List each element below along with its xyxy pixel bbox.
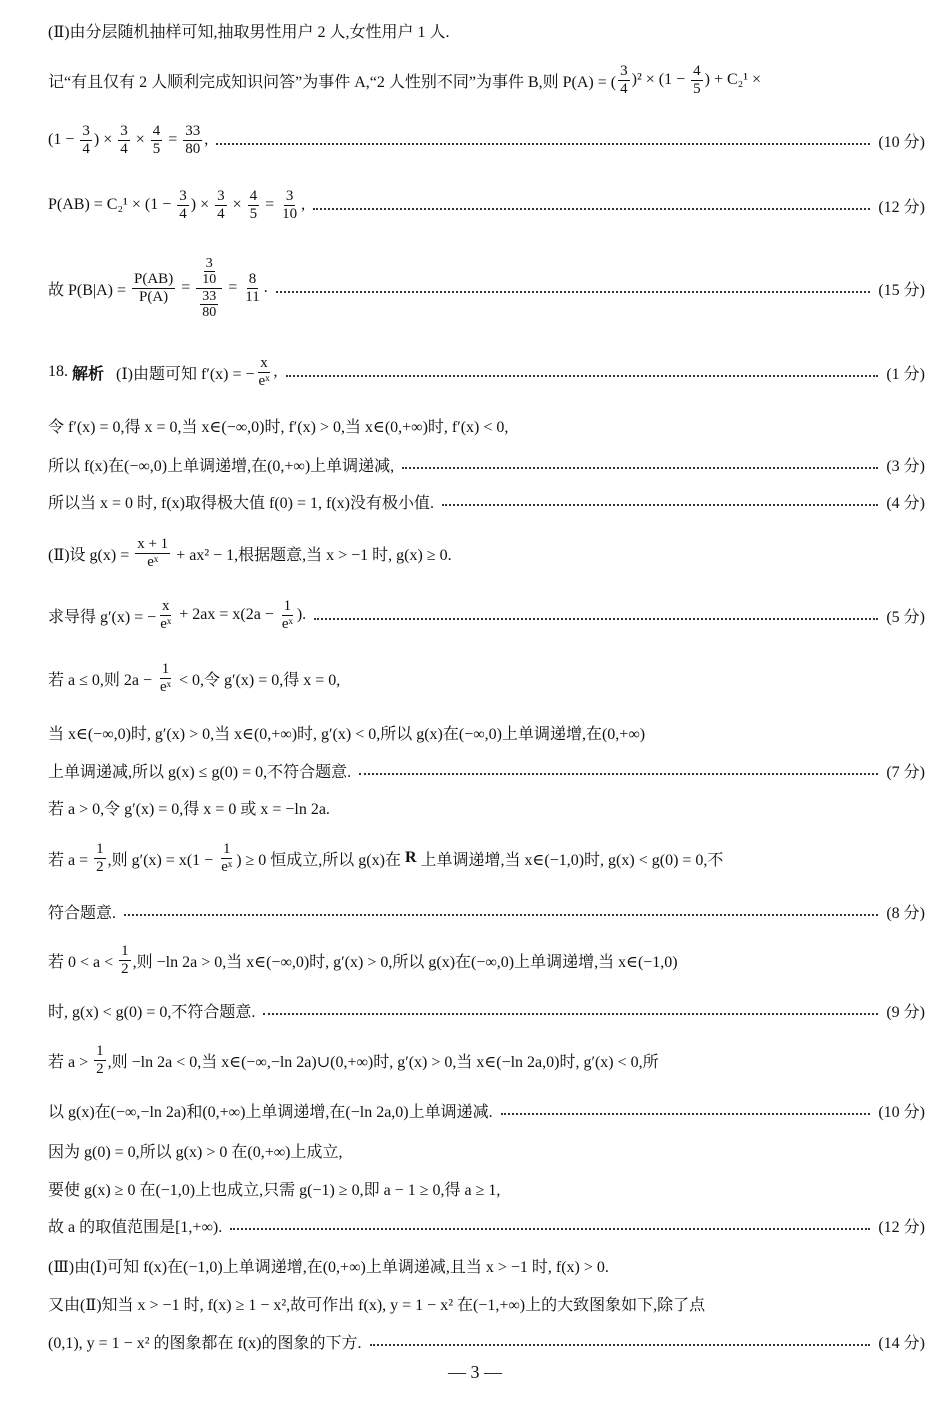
fraction: [158, 598, 173, 632]
text-line: [48, 1040, 925, 1080]
fraction-numerator: 3: [205, 255, 213, 271]
page-number: — 3 —: [448, 1362, 502, 1382]
text-segment: ,则 g′(x) = x(1 −: [107, 851, 218, 869]
line-content: [48, 841, 723, 875]
fraction-denominator: 5: [693, 80, 701, 97]
fraction-denominator: 4: [179, 205, 187, 222]
text-segment: 符合题意.: [48, 904, 117, 922]
fraction-denominator: 4: [120, 140, 128, 157]
line-content: [48, 453, 394, 476]
text-segment: P(AB) = C₂¹ × (1 −: [48, 196, 176, 213]
fraction-numerator: 3: [120, 123, 128, 139]
fraction-denominator: eˣ: [147, 553, 159, 570]
score-label: (10 分): [878, 133, 925, 151]
text-segment: (Ⅱ)设 g(x) =: [48, 546, 134, 564]
fraction: [200, 289, 218, 321]
line-content: [48, 598, 306, 632]
score-label: (15 分): [878, 281, 925, 299]
score-label: (12 分): [878, 1218, 925, 1236]
fraction-numerator: 33: [202, 288, 217, 304]
text-line: [48, 255, 925, 320]
dotted-leader: [313, 208, 870, 210]
fraction-denominator: [196, 289, 222, 321]
fraction: [243, 271, 261, 305]
score-label: (3 分): [886, 457, 925, 475]
text-segment: 上单调递增,当 x∈(−1,0)时, g(x) < g(0) = 0,不: [416, 851, 724, 869]
dotted-leader: [314, 618, 878, 620]
score-label: (5 分): [886, 608, 925, 626]
text-segment: 18.: [48, 363, 72, 380]
fraction-numerator: x: [161, 598, 170, 614]
line-content: [48, 123, 208, 157]
fraction-numerator: 1: [96, 1043, 104, 1059]
text-segment: 所以当 x = 0 时, f(x)取得极大值 f(0) = 1, f(x)没有极小值.: [48, 494, 435, 512]
text-segment: (Ⅱ)由分层随机抽样可知,抽取男性用户 2 人,女性用户 1 人.: [48, 23, 450, 41]
text-segment: 若 a >: [48, 1053, 93, 1071]
line-content: [48, 490, 434, 513]
fraction: [183, 123, 202, 157]
text-line: [48, 352, 925, 392]
fraction-denominator: P(A): [139, 288, 169, 305]
dotted-leader: [359, 773, 878, 775]
fraction-denominator: 11: [245, 288, 260, 305]
fraction: [132, 271, 175, 305]
fraction-denominator: 5: [249, 205, 258, 222]
text-segment: 上单调递减,所以 g(x) ≤ g(0) = 0,不符合题意.: [48, 763, 352, 781]
fraction: [94, 1043, 106, 1077]
text-segment: 故 P(B|A) =: [48, 281, 131, 299]
fraction-numerator: x: [260, 355, 268, 371]
fraction-numerator: 4: [693, 63, 701, 79]
text-segment: ×: [228, 196, 246, 213]
fraction: [158, 661, 173, 695]
line-content: [48, 1330, 362, 1353]
fraction: [248, 188, 260, 222]
text-segment: .: [263, 279, 268, 296]
line-content: [48, 721, 645, 744]
text-segment: ,则 −ln 2a < 0,当 x∈(−∞,−ln 2a)∪(0,+∞)时, g′(x) > 0,当 x∈(−ln 2a,0)时, g′(x) < 0,所: [107, 1053, 659, 1071]
text-line: [48, 1168, 925, 1208]
text-line: [48, 838, 925, 878]
dotted-leader: [501, 1113, 871, 1115]
fraction-numerator: 1: [161, 661, 170, 677]
text-segment: ) ×: [190, 196, 214, 213]
line-content: [48, 900, 116, 923]
text-line: [48, 1130, 925, 1170]
text-line: [48, 60, 925, 100]
dotted-leader: [442, 504, 878, 506]
line-content: [48, 256, 268, 321]
text-segment: (Ⅰ)由题可知 f′(x) = −: [104, 365, 255, 383]
score-label: (10 分): [878, 1103, 925, 1121]
text-segment: 若 a ≤ 0,则 2a −: [48, 671, 157, 689]
line-content: [48, 1214, 222, 1237]
text-segment: ) + C₂¹ ×: [704, 71, 762, 88]
fraction: [691, 63, 703, 97]
fraction-numerator: P(AB): [134, 271, 174, 287]
bold-text: 解析: [72, 365, 105, 383]
fraction-denominator: 80: [185, 140, 201, 157]
fraction-numerator: [196, 256, 222, 289]
text-line: [48, 1205, 925, 1245]
dotted-leader: [370, 1344, 871, 1346]
line-content: [48, 1043, 659, 1077]
text-segment: 因为 g(0) = 0,所以 g(x) > 0 在(0,+∞)上成立,: [48, 1143, 343, 1161]
score-label: (9 分): [886, 1003, 925, 1021]
fraction-numerator: 3: [82, 123, 90, 139]
dotted-leader: [124, 914, 878, 916]
fraction-denominator: 2: [121, 960, 129, 977]
text-line: [48, 405, 925, 445]
text-segment: 所以 f(x)在(−∞,0)上单调递增,在(0,+∞)上单调递减,: [48, 457, 395, 475]
text-line: [48, 990, 925, 1030]
fraction-numerator: 1: [283, 598, 292, 614]
text-segment: =: [177, 279, 195, 296]
text-segment: + ax² − 1,根据题意,当 x > −1 时, g(x) ≥ 0.: [172, 546, 452, 564]
text-segment: 故 a 的取值范围是[1,+∞).: [48, 1218, 223, 1236]
text-line: [48, 10, 925, 50]
text-segment: =: [164, 131, 182, 148]
dotted-leader: [263, 1013, 878, 1015]
text-line: [48, 1245, 925, 1285]
text-segment: ,则 −ln 2a > 0,当 x∈(−∞,0)时, g′(x) > 0,所以 g(x)在(−∞,0)上单调递增,当 x∈(−1,0): [132, 953, 678, 971]
text-segment: ,: [204, 131, 209, 148]
fraction: [196, 256, 222, 321]
text-segment: (0,1), y = 1 − x² 的图象都在 f(x)的图象的下方.: [48, 1334, 362, 1352]
text-line: [48, 1283, 925, 1323]
line-content: [48, 63, 761, 97]
text-line: [48, 185, 925, 225]
text-segment: 若 a =: [48, 851, 93, 869]
fraction-denominator: 2: [96, 858, 104, 875]
line-content: [48, 759, 351, 782]
fraction-denominator: eˣ: [160, 615, 172, 632]
fraction: [618, 63, 630, 97]
fraction: [119, 943, 131, 977]
dotted-leader: [230, 1228, 870, 1230]
text-segment: 要使 g(x) ≥ 0 在(−1,0)上也成立,只需 g(−1) ≥ 0,即 a − 1 ≥ 0,得 a ≥ 1,: [48, 1181, 501, 1199]
fraction-numerator: 1: [121, 943, 129, 959]
fraction-denominator: 5: [152, 140, 161, 157]
fraction-denominator: eˣ: [281, 615, 293, 632]
fraction: [177, 188, 189, 222]
line-content: [48, 355, 278, 389]
line-content: [48, 1099, 493, 1122]
line-content: [48, 19, 450, 42]
text-line: [48, 750, 925, 790]
text-line: [48, 481, 925, 521]
text-segment: 当 x∈(−∞,0)时, g′(x) > 0,当 x∈(0,+∞)时, g′(x) < 0,所以 g(x)在(−∞,0)上单调递增,在(0,+∞): [48, 725, 646, 743]
fraction-denominator: 4: [620, 80, 628, 97]
text-segment: 又由(Ⅱ)知当 x > −1 时, f(x) ≥ 1 − x²,故可作出 f(x), y = 1 − x² 在(−1,+∞)上的大致图象如下,除了点: [48, 1296, 706, 1314]
fraction-denominator: 80: [202, 304, 217, 320]
fraction-numerator: 8: [248, 271, 257, 287]
text-segment: 若 a > 0,令 g′(x) = 0,得 x = 0 或 x = −ln 2a.: [48, 800, 330, 818]
text-segment: =: [224, 279, 242, 296]
line-content: [48, 661, 340, 695]
fraction-denominator: 10: [282, 205, 298, 222]
fraction-numerator: 1: [222, 841, 231, 857]
line-content: [48, 414, 508, 437]
fraction-numerator: 33: [185, 123, 201, 139]
dotted-leader: [286, 375, 879, 377]
score-label: (12 分): [878, 198, 925, 216]
dotted-leader: [216, 143, 870, 145]
dotted-leader: [402, 467, 878, 469]
fraction: [151, 123, 163, 157]
text-line: [48, 658, 925, 698]
text-line: [48, 787, 925, 827]
line-content: [48, 1254, 609, 1277]
text-line: [48, 595, 925, 635]
text-segment: (Ⅲ)由(Ⅰ)可知 f(x)在(−1,0)上单调递增,在(0,+∞)上单调递减,且当 x > −1 时, f(x) > 0.: [48, 1258, 609, 1276]
fraction: [280, 598, 295, 632]
text-segment: =: [261, 196, 279, 213]
score-label: (8 分): [886, 904, 925, 922]
line-content: [48, 999, 255, 1022]
fraction-numerator: 1: [96, 841, 104, 857]
fraction-denominator: 2: [96, 1060, 104, 1077]
score-label: (1 分): [886, 365, 925, 383]
text-segment: 时, g(x) < g(0) = 0,不符合题意.: [48, 1003, 256, 1021]
fraction: [94, 841, 106, 875]
text-segment: (1 −: [48, 131, 79, 148]
text-segment: 以 g(x)在(−∞,−ln 2a)和(0,+∞)上单调递增,在(−ln 2a,0)上单调递减.: [48, 1103, 493, 1121]
text-segment: ) ≥ 0 恒成立,所以 g(x)在: [236, 851, 405, 869]
text-line: [48, 120, 925, 160]
fraction-numerator: 3: [217, 188, 225, 204]
fraction-numerator: 4: [249, 188, 258, 204]
fraction-denominator: eˣ: [221, 858, 233, 875]
line-content: [48, 536, 452, 570]
fraction-denominator: eˣ: [160, 678, 172, 695]
fraction-denominator: 4: [217, 205, 225, 222]
line-content: [48, 796, 330, 819]
fraction: [280, 188, 299, 222]
fraction: [135, 536, 170, 570]
fraction-denominator: eˣ: [258, 372, 270, 389]
line-content: [48, 188, 305, 222]
score-label: (4 分): [886, 494, 925, 512]
text-segment: 求导得 g′(x) = −: [48, 608, 157, 626]
fraction: [257, 355, 272, 389]
fraction-denominator: 4: [82, 140, 90, 157]
text-line: [48, 1090, 925, 1130]
text-segment: ) ×: [93, 131, 117, 148]
dotted-leader: [276, 291, 871, 293]
score-label: (14 分): [878, 1334, 925, 1352]
bold-text: R: [404, 849, 417, 866]
fraction: [215, 188, 227, 222]
text-line: [48, 940, 925, 980]
text-segment: + 2ax = x(2a −: [175, 606, 278, 623]
score-label: (7 分): [886, 763, 925, 781]
fraction: [118, 123, 130, 157]
text-segment: ,: [273, 363, 278, 380]
text-line: [48, 891, 925, 931]
text-line: [48, 444, 925, 484]
text-segment: < 0,令 g′(x) = 0,得 x = 0,: [175, 671, 341, 689]
fraction-denominator: 10: [202, 272, 217, 288]
text-segment: 记“有且仅有 2 人顺利完成知识问答”为事件 A,“2 人性别不同”为事件 B,则 P(A) = (: [48, 73, 617, 91]
text-line: [48, 1321, 925, 1361]
fraction-numerator: 4: [152, 123, 161, 139]
fraction: [80, 123, 92, 157]
fraction: [219, 841, 234, 875]
text-line: [48, 712, 925, 752]
fraction-numerator: 3: [285, 188, 294, 204]
fraction-numerator: 3: [620, 63, 628, 79]
line-content: [48, 1177, 500, 1200]
line-content: [48, 1292, 705, 1315]
text-segment: ).: [296, 606, 307, 623]
text-segment: ×: [131, 131, 149, 148]
line-content: [48, 943, 678, 977]
line-content: [48, 1139, 342, 1162]
text-segment: )² × (1 −: [631, 71, 690, 88]
text-segment: ,: [301, 196, 306, 213]
text-segment: 若 0 < a <: [48, 953, 118, 971]
fraction: [200, 256, 218, 288]
fraction-numerator: 3: [179, 188, 187, 204]
text-segment: 令 f′(x) = 0,得 x = 0,当 x∈(−∞,0)时, f′(x) > 0,当 x∈(0,+∞)时, f′(x) < 0,: [48, 418, 509, 436]
fraction-numerator: x + 1: [137, 536, 169, 552]
text-line: [48, 533, 925, 573]
